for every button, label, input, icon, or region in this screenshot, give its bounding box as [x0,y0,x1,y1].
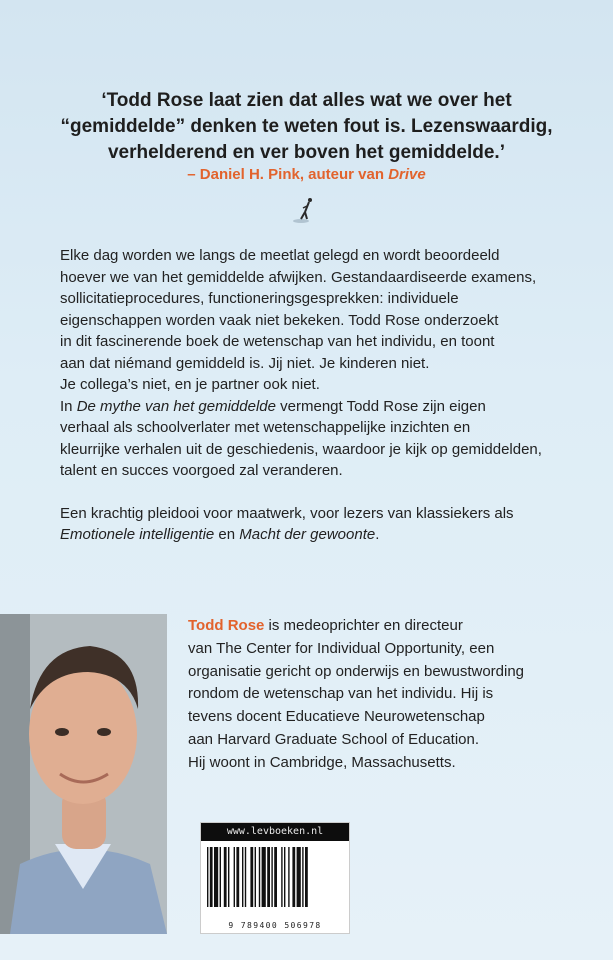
quote-line: “gemiddelde” denken te weten fout is. Lezenswaardig, [60,116,553,137]
attribution-author: – Daniel H. Pink, auteur van [187,166,389,183]
author-photo [0,614,167,934]
body-line [60,524,580,546]
book-title: De mythe van het gemiddelde [76,397,276,415]
body-line: kleurrijke verhalen uit de geschiedenis, waardoor je kijk op gemiddelden, [60,440,542,458]
body-line: hoever we van het gemiddelde afwijken. Gestandaardiseerde examens, [60,268,537,286]
attribution-book-title: Drive [388,166,426,183]
body-line: talent en succes voorgoed zal veranderen. [60,462,343,479]
bio-line: Hij woont in Cambridge, Massachusetts. [188,753,456,771]
bio-line: organisatie gericht op onderwijs en bewustwording [188,662,525,680]
body-line: Je collega’s niet, en je partner ook niet. [60,376,320,393]
body-line: Een krachtig pleidooi voor maatwerk, voor lezers van klassiekers als [60,504,514,522]
body-line: Elke dag worden we langs de meetlat gelegd en wordt beoordeeld [60,247,500,264]
quote-line: ‘Todd Rose laat zien dat alles wat we over het [101,90,512,111]
body-text: . [375,526,380,543]
bio-line: rondom de wetenschap van het individu. Hij is [188,685,494,703]
bio-line [188,615,598,638]
body-line: sollicitatieprocedures, functioneringsgesprekken: individuele [60,290,459,307]
body-line [60,396,580,418]
bio-text: is medeoprichter en directeur [264,617,463,634]
walking-figure-illustration [292,196,318,226]
barcode-icon [207,847,343,917]
barcode-label [200,822,350,934]
isbn-number: 9 789400 506978 [228,921,322,930]
body-text: In [60,397,77,415]
body-text: vermengt Todd Rose zijn eigen [275,397,486,415]
book-title: Emotionele intelligentie [60,526,215,543]
author-name: Todd Rose [188,617,265,634]
body-line: in dit fascinerende boek de wetenschap van het individu, en toont [60,333,495,350]
bio-line: aan Harvard Graduate School of Education. [188,730,480,748]
body-text: en [214,526,240,543]
publisher-url: www.levboeken.nl [201,823,349,841]
quote-line: verhelderend en ver boven het gemiddelde.’ [107,142,505,163]
book-description [60,245,580,546]
back-cover-quote [40,88,573,166]
book-title: Macht der gewoonte [239,526,376,543]
author-bio [188,615,598,775]
bio-line: van The Center for Individual Opportunity, een [188,639,495,657]
bio-line: tevens docent Educatieve Neurowetenschap [188,708,485,726]
body-line: aan dat niémand gemiddeld is. Jij niet. Je kinderen niet. [60,354,430,372]
body-line: eigenschappen worden vaak niet bekeken. Todd Rose onderzoekt [60,311,499,329]
quote-attribution [40,166,573,183]
body-line: verhaal als schoolverlater met wetenschappelijke inzichten en [60,419,471,436]
